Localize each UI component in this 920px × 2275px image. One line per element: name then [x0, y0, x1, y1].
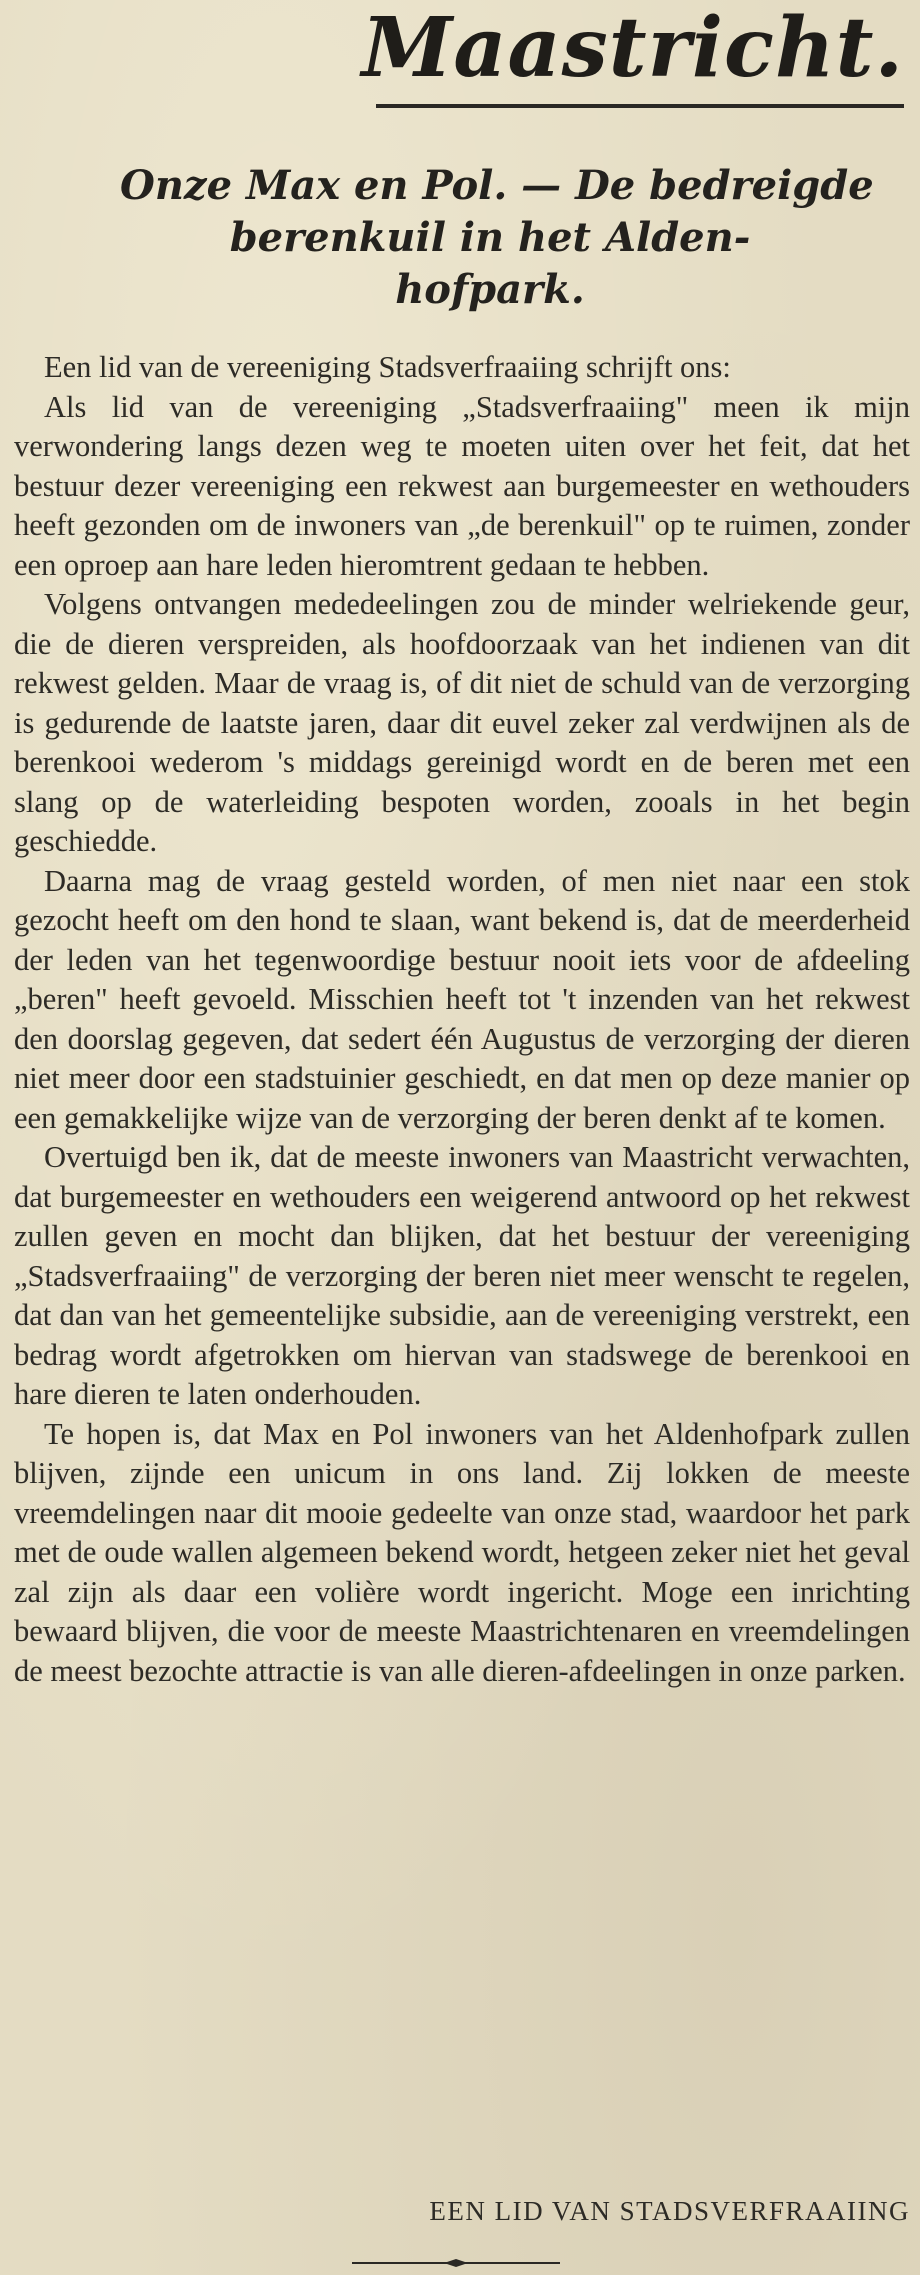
headline-line-2: berenkuil in het Alden- [229, 214, 751, 261]
article-body [14, 348, 910, 1691]
article-paragraph: Daarna mag de vraag gesteld worden, of men niet naar een stok gezocht heeft om den hond te slaan, want bekend is, dat de meerderheid der leden van het tegenwoordige bestuur nooit iets voor de afdeeling „beren" heeft gevoeld. Misschien heeft tot 't inzenden van het rekwest den doorslag gegeven, dat sedert één Augustus de verzorging der dieren niet meer door een stadstuinier geschiedt, en dat men op deze manier op een gemakkelijke wijze van de verzorging der beren denkt af te komen. [14, 863, 910, 1135]
article-paragraph: Overtuigd ben ik, dat de meeste inwoners van Maastricht verwachten, dat burgemeester en wethouders een weigerend antwoord op het rekwest zullen geven en mocht dan blijken, dat het bestuur der vereeniging „Stadsverfraaiing" de verzorging der beren niet meer wenscht te regelen, dat dan van het gemeentelijke subsidie, aan de vereeniging verstrekt, een bedrag wordt afgetrokken om hiervan van stadswege de berenkooi en hare dieren te laten onderhouden. [14, 1140, 910, 1411]
article-paragraph-intro: Een lid van de vereeniging Stadsverfraaiing schrijft ons: [44, 350, 731, 384]
article-paragraph: Te hopen is, dat Max en Pol inwoners van het Aldenhofpark zullen blijven, zijnde een unicum in ons land. Zij lokken de meeste vreemdelingen naar dit mooie gedeelte van onze stad, waardoor het park met de oude wallen algemeen bekend wordt, hetgeen zeker niet het geval zal zijn als daar een volière wordt ingericht. Moge een inrichting bewaard blijven, die voor de meeste Maastrichtenaren en vreemdelingen de meest bezochte attractie is van alle dieren-afdeelingen in onze parken. [14, 1416, 910, 1688]
headline-line-1: Onze Max en Pol. — De bedreigde [120, 162, 874, 209]
masthead-rule [376, 104, 904, 108]
end-ornament [352, 2259, 560, 2267]
masthead-title: Maastricht. [361, 0, 904, 96]
article-paragraph: Volgens ontvangen mededeelingen zou de minder welriekende geur, die de dieren verspreiden, als hoofdoorzaak van het indienen van dit rekwest gelden. Maar de vraag is, of dit niet de schuld van de verzorging is gedurende de laatste jaren, daar dit euvel zeker zal verdwijnen als de berenkooi wederom 's middags gereinigd wordt en de beren met een slang op de waterleiding bespoten worden, zooals in het begin geschiedde. [14, 587, 910, 858]
section-masthead [361, 0, 904, 108]
article-signature: EEN LID VAN STADSVERFRAAIING [429, 2196, 910, 2226]
article-headline [120, 160, 874, 316]
article-paragraph: Als lid van de vereeniging „Stadsverfraaiing" meen ik mijn verwondering langs dezen weg te moeten uiten over het feit, dat het bestuur dezer vereeniging een rekwest aan burgemeester en wethouders heeft gezonden om de inwoners van „de berenkuil" op te ruimen, zonder een oproep aan hare leden hieromtrent gedaan te hebben. [14, 389, 910, 582]
headline-line-3: hofpark. [395, 266, 585, 313]
